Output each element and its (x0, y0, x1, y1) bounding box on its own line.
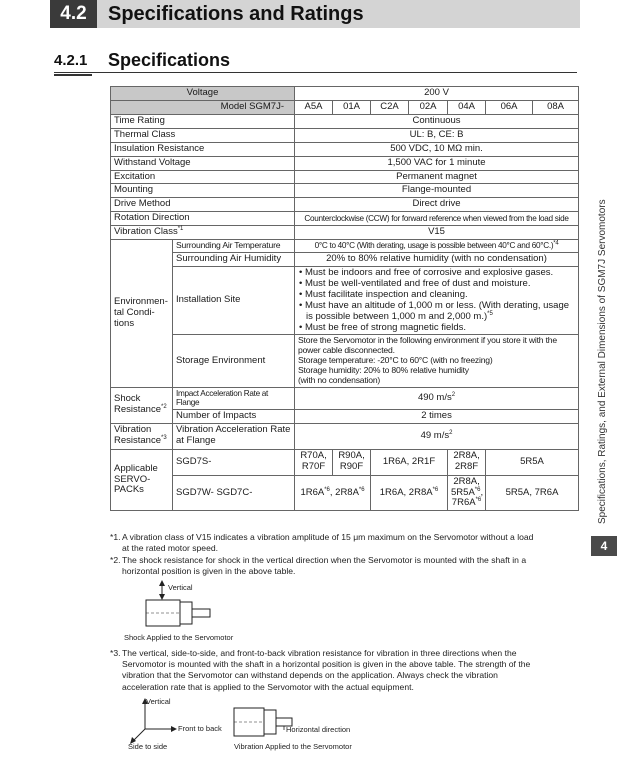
model-label: Model SGM7J- (111, 100, 295, 114)
vibration-label (111, 423, 173, 449)
voltage-value: 200 V (295, 87, 579, 101)
servopack-text: 1R6A (300, 486, 325, 498)
vibration-class-label: Vibration Class (114, 226, 178, 238)
model-cell: A5A (295, 100, 333, 114)
row-value: 20% to 80% relative humidity (with no condensation) (295, 253, 579, 267)
subsection-number: 4.2.1 (54, 52, 88, 69)
footnote-ref: *5 (487, 310, 493, 317)
air-temp-value: 0°C to 40°C (With derating, usage is possible between 40°C and 60°C.) (314, 241, 554, 251)
storage-line: Storage temperature: -20°C to 60°C (with no freezing) (298, 355, 493, 366)
list-item-text: Must have an altitude of 1,000 m or less. (With derating, usage is possible between 1,000 m and 2,000 m.) (304, 299, 570, 322)
row-label: SGD7S- (173, 449, 295, 475)
table-row (111, 475, 579, 511)
row-value: 500 VDC, 10 MΩ min. (295, 142, 579, 156)
servopack-text: 7R6A (451, 497, 476, 509)
superscript: 2 (449, 429, 453, 436)
row-label (111, 226, 295, 240)
servopack-cell: $1R6A^{*6}$, $2R8A^{*6}$ (295, 475, 371, 511)
footnote-ref: *4 (553, 240, 559, 247)
figure-label: Vertical (146, 697, 171, 706)
shock-label (111, 387, 173, 423)
voltage-label: Voltage (111, 87, 295, 101)
footnote-2 (110, 555, 550, 577)
model-cell: 02A (409, 100, 448, 114)
table-row (111, 387, 579, 409)
row-value: V15 (295, 226, 579, 240)
row-value: 2 times (295, 409, 579, 423)
figure-label: Front to back (178, 724, 222, 733)
footnote-ref: *6 (324, 486, 330, 493)
row-value: 1,500 VAC for 1 minute (295, 156, 579, 170)
row-label: Vibration Acceleration Rate at Flange (173, 423, 295, 449)
table-row (111, 142, 579, 156)
row-label: Impact Acceleration Rate at Flange (173, 387, 295, 409)
row-label: Rotation Direction (111, 212, 295, 226)
table-row (111, 212, 579, 226)
list-item: • Must facilitate inspection and cleaning. (299, 288, 468, 300)
servopack-cell: 5R5A (486, 449, 579, 475)
storage-line: Store the Servomotor in the following environment if you store it with the power cable disconnected. (298, 335, 557, 356)
footnote-mark: *2. (110, 555, 121, 565)
servopack-text: 1R6A, 2R8A (379, 486, 433, 498)
model-cell: 08A (533, 100, 579, 114)
servopack-cell: 2R8A, 2R8F (448, 449, 486, 475)
sidebar-vertical-text: Specifications, Ratings, and External Dimensions of SGM7J Servomotors (597, 199, 608, 524)
installation-list (298, 268, 575, 334)
vibration-accel-value: 49 m/s (420, 429, 450, 441)
subsection-title: Specifications (108, 50, 231, 70)
shock-label-text: Shock Resistance (114, 393, 161, 416)
table-row (111, 240, 579, 253)
footnote-1 (110, 532, 550, 554)
storage-line: (with no condensation) (298, 374, 381, 385)
figure-caption: Vibration Applied to the Servomotor (234, 742, 352, 751)
figure-label: Vertical (168, 583, 193, 592)
table-row (111, 114, 579, 128)
model-cell: 04A (448, 100, 486, 114)
row-value: Continuous (295, 114, 579, 128)
table-row (111, 449, 579, 475)
footnote-mark: *1. (110, 532, 121, 542)
table-row (111, 128, 579, 142)
list-item: • Must be free of strong magnetic fields. (299, 321, 467, 333)
storage-line: Storage humidity: 20% to 80% relative humidity (298, 365, 469, 376)
row-label: Thermal Class (111, 128, 295, 142)
row-value: Counterclockwise (CCW) for forward reference when viewed from the load side (295, 212, 579, 226)
row-label: Insulation Resistance (111, 142, 295, 156)
list-item-text: Must facilitate inspection and cleaning. (304, 288, 468, 300)
row-value: Permanent magnet (295, 170, 579, 184)
list-item: • Must be indoors and free of corrosive and explosive gases. (299, 266, 554, 278)
footnote-ref: *6 (358, 486, 365, 493)
footnote-ref: *3 (161, 434, 167, 441)
subsection-rule-accent (54, 74, 92, 76)
row-label: Excitation (111, 170, 295, 184)
footnote-text: The shock resistance for shock in the vertical direction when the Servomotor is mounted with the shaft in a horizontal position is given in the above table. (122, 555, 527, 577)
table-row (111, 335, 579, 387)
list-item: • Must have an altitude of 1,000 m or less. (With derating, usage is possible between 1,000 m and 2,000 m.)$^{*5}$ (299, 299, 570, 322)
servopack-text: 2R8A, (453, 475, 480, 487)
servopack-text: 5R5A (451, 486, 475, 498)
footnote-mark: *3. (110, 648, 121, 658)
row-label: Number of Impacts (173, 409, 295, 423)
section-number: 4.2 (50, 0, 97, 28)
model-cell: C2A (371, 100, 409, 114)
servopack-cell: R90A, R90F (333, 449, 371, 475)
servopack-cell: 2R8A, $5R5A^{*6}$, $7R6A^{*6}$ (448, 475, 486, 511)
footnote-ref: *6 (474, 486, 481, 493)
table-row (111, 266, 579, 335)
footnote-text: The vertical, side-to-side, and front-to-back vibration resistance for vibration in three directions when the Servomotor is mounted with the shaft in a horizontal position is given in the above table. The strength of the vibration that the Servomotor can withstand depends on the application. Always check the vibration acceleration rate that is applied to the Servomotor with the actual equipment. (122, 648, 531, 692)
list-item-text: Must be indoors and free of corrosive and explosive gases. (304, 266, 554, 278)
model-row (111, 100, 579, 114)
row-label: SGD7W- SGD7C- (173, 475, 295, 511)
table-row (111, 198, 579, 212)
footnote-ref: *6 (475, 497, 482, 504)
environment-label: Environmen- tal Condi- tions (111, 240, 173, 388)
list-item: • Must be well-ventilated and free of dust and moisture. (299, 277, 531, 289)
row-label: Storage Environment (173, 335, 295, 387)
servopack-cell: 5R5A, 7R6A (486, 475, 579, 511)
row-label: Installation Site (173, 266, 295, 335)
figure-caption: Shock Applied to the Servomotor (124, 633, 234, 642)
table-row (111, 170, 579, 184)
row-value (295, 423, 579, 449)
row-label: Surrounding Air Temperature (173, 240, 295, 253)
figure-label: Horizontal direction (286, 725, 351, 734)
servopack-cell: 1R6A, 2R1F (371, 449, 448, 475)
table-row (111, 184, 579, 198)
row-label: Time Rating (111, 114, 295, 128)
row-value (295, 240, 579, 253)
model-cell: 01A (333, 100, 371, 114)
row-value: Flange-mounted (295, 184, 579, 198)
figure-label: Side to side (128, 742, 168, 751)
row-value (295, 266, 579, 335)
chapter-tab: 4 (591, 536, 617, 556)
row-value (295, 335, 579, 387)
table-row (111, 156, 579, 170)
list-item-text: Must be free of strong magnetic fields. (304, 321, 467, 333)
row-value: UL: B, CE: B (295, 128, 579, 142)
impact-accel-value: 490 m/s (417, 391, 452, 403)
servopack-cell (371, 475, 448, 511)
superscript: 2 (451, 391, 456, 398)
section-header (50, 0, 580, 28)
row-value (295, 387, 579, 409)
row-label: Mounting (111, 184, 295, 198)
model-cell: 06A (486, 100, 533, 114)
footnote-text: A vibration class of V15 indicates a vibration amplitude of 15 μm maximum on the Servomotor without a load at the rated motor speed. (122, 532, 534, 554)
table-row (111, 253, 579, 267)
voltage-row (111, 87, 579, 101)
footnote-ref: *6 (432, 486, 439, 493)
footnote-3 (110, 648, 550, 693)
table-row (111, 423, 579, 449)
table-row (111, 226, 579, 240)
servopack-text: 2R8A (335, 486, 359, 498)
row-label: Surrounding Air Humidity (173, 253, 295, 267)
subsection-rule (54, 72, 577, 73)
servopack-label: Applicable SERVO-PACKs (111, 449, 173, 511)
footnote-ref: *1 (177, 226, 184, 233)
row-label: Drive Method (111, 198, 295, 212)
vibration-motor-diagram (228, 700, 308, 740)
section-title: Specifications and Ratings (108, 3, 364, 25)
row-label: Withstand Voltage (111, 156, 295, 170)
footnote-ref: *2 (161, 404, 167, 411)
table-row (111, 409, 579, 423)
list-item-text: Must be well-ventilated and free of dust and moisture. (304, 277, 531, 289)
row-value: Direct drive (295, 198, 579, 212)
servopack-cell: R70A, R70F (295, 449, 333, 475)
vibration-label-text: Vibration Resistance (114, 424, 161, 447)
specifications-table (110, 86, 579, 511)
